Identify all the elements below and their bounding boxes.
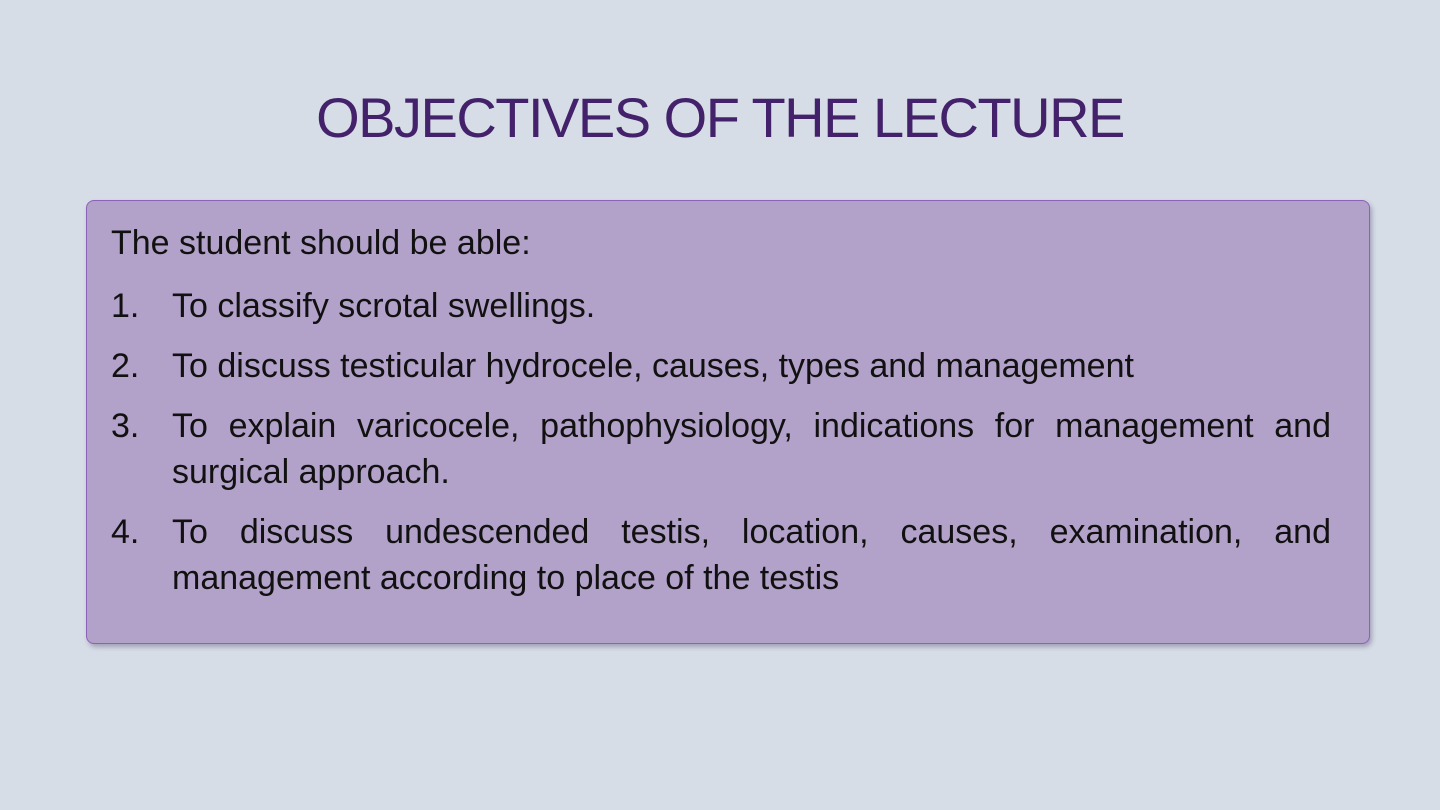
slide-title: OBJECTIVES OF THE LECTURE	[316, 86, 1124, 149]
objective-number: 1.	[111, 287, 140, 325]
objective-text: To explain varicocele, pathophysiology, indications for management and surgical approach.	[172, 407, 1331, 491]
objective-item-2	[111, 343, 1331, 389]
objective-item-1	[111, 283, 1331, 329]
objective-item-4	[111, 509, 1331, 601]
objectives-list	[111, 283, 1331, 615]
objective-number: 3.	[111, 407, 140, 445]
objective-text: To classify scrotal swellings.	[172, 287, 596, 325]
objective-text: To discuss undescended testis, location, causes, examination, and management according to place of the testis	[172, 513, 1331, 597]
objective-number: 4.	[111, 513, 140, 551]
objective-number: 2.	[111, 347, 140, 385]
objective-text: To discuss testicular hydrocele, causes, types and management	[172, 347, 1134, 385]
objective-item-3	[111, 403, 1331, 495]
intro-text: The student should be able:	[111, 224, 531, 262]
objectives-box	[86, 200, 1370, 644]
